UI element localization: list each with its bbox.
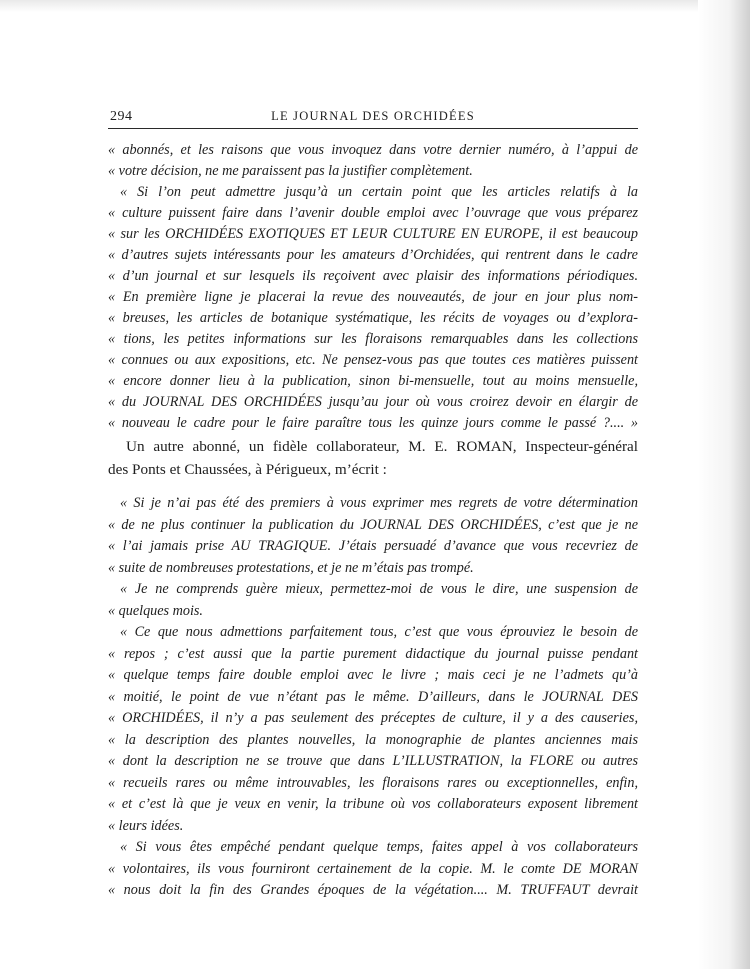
text-line: « encore donner lieu à la publication, sinon bi-mensuelle, tout au moins mensuelle, xyxy=(108,373,638,389)
quote-block-1 xyxy=(108,140,638,434)
page-number: 294 xyxy=(110,109,133,124)
text-line: « tions, les petites informations sur les floraisons remarquables dans les collections xyxy=(108,331,638,347)
text-line: Un autre abonné, un fidèle collaborateur, M. E. ROMAN, Inspecteur-général xyxy=(126,438,638,455)
running-head: LE JOURNAL DES ORCHIDÉES xyxy=(271,109,475,123)
document-page xyxy=(108,80,638,898)
quote-block-2 xyxy=(108,493,638,902)
text-line: « l’ai jamais prise AU TRAGIQUE. J’étais persuadé d’avance que vous recevriez de xyxy=(108,538,638,554)
text-line: « du JOURNAL DES ORCHIDÉES jusqu’au jour où vous croirez devoir en élargir de xyxy=(108,394,638,410)
text-line: « leurs idées. xyxy=(108,817,184,834)
text-line: « En première ligne je placerai la revue des nouveautés, de jour en jour plus nom- xyxy=(108,289,638,305)
text-line: « sur les ORCHIDÉES EXOTIQUES ET LEUR CULTURE EN EUROPE, il est beaucoup xyxy=(108,226,638,242)
text-line: « ORCHIDÉES, il n’y a pas seulement des préceptes de culture, il y a des causeries, xyxy=(108,710,638,726)
text-line: « nous doit la fin des Grandes époques de la végétation.... M. TRUFFAUT devrait xyxy=(108,882,638,898)
text-line: « Je ne comprends guère mieux, permettez-moi de vous le dire, une suspension de xyxy=(120,581,638,597)
text-line: « nouveau le cadre pour le faire paraître tous les quinze jours comme le passé ?.... » xyxy=(108,415,638,431)
scan-edge-top xyxy=(0,0,750,12)
text-line: « breuses, les articles de botanique systématique, les récits de voyages ou d’explora- xyxy=(108,310,638,326)
text-line: « culture puissent faire dans l’avenir double emploi avec l’ouvrage que vous préparez xyxy=(108,205,638,221)
text-line: « de ne plus continuer la publication du JOURNAL DES ORCHIDÉES, c’est que je ne xyxy=(108,516,638,533)
text-line: « moitié, le point de vue n’étant pas le même. D’ailleurs, dans le JOURNAL DES xyxy=(108,688,638,705)
scan-edge-right xyxy=(698,0,750,969)
text-line: « quelques mois. xyxy=(108,602,203,619)
header-rule xyxy=(108,128,638,129)
text-line: « repos ; c’est aussi que la partie purement didactique du journal puisse pendant xyxy=(108,645,638,662)
text-line: « abonnés, et les raisons que vous invoquez dans votre dernier numéro, à l’appui de xyxy=(108,142,638,158)
text-line: des Ponts et Chaussées, à Périgueux, m’écrit : xyxy=(108,461,387,478)
text-line: « Si je n’ai pas été des premiers à vous exprimer mes regrets de votre détermination xyxy=(120,495,638,511)
text-line: « votre décision, ne me paraissent pas la justifier complètement. xyxy=(108,163,473,179)
text-line: « Ce que nous admettions parfaitement tous, c’est que vous éprouviez le besoin de xyxy=(120,624,638,640)
text-line: « quelque temps faire double emploi avec le livre ; mais ceci je ne l’admets qu’à xyxy=(108,667,638,683)
text-line: « recueils rares ou même introuvables, les floraisons rares ou exceptionnelles, enfin, xyxy=(108,774,638,791)
text-line: « Si vous êtes empêché pendant quelque temps, faites appel à vos collaborateurs xyxy=(120,839,638,855)
text-line: « et c’est là que je veux en venir, la tribune où vos collaborateurs exposent librement xyxy=(108,796,638,812)
text-line: « suite de nombreuses protestations, et je ne m’étais pas trompé. xyxy=(108,559,474,576)
text-line: « volontaires, ils vous fourniront certainement de la copie. M. le comte DE MORAN xyxy=(108,860,638,877)
text-line: « Si l’on peut admettre jusqu’à un certain point que les articles relatifs à la xyxy=(120,184,638,200)
text-line: « d’autres sujets intéressants pour les amateurs d’Orchidées, qui rentrent dans le cadre xyxy=(108,247,638,263)
page-header xyxy=(108,108,638,130)
text-line: « connues ou aux expositions, etc. Ne pensez-vous pas que toutes ces matières puissent xyxy=(108,352,638,368)
text-line: « dont la description ne se trouve que dans L’ILLUSTRATION, la FLORE ou autres xyxy=(108,753,638,769)
text-line: « la description des plantes nouvelles, la monographie de plantes anciennes mais xyxy=(108,731,638,748)
text-line: « d’un journal et sur lesquels ils reçoivent avec plaisir des informations périodiques. xyxy=(108,268,638,284)
body-paragraph xyxy=(108,435,638,481)
